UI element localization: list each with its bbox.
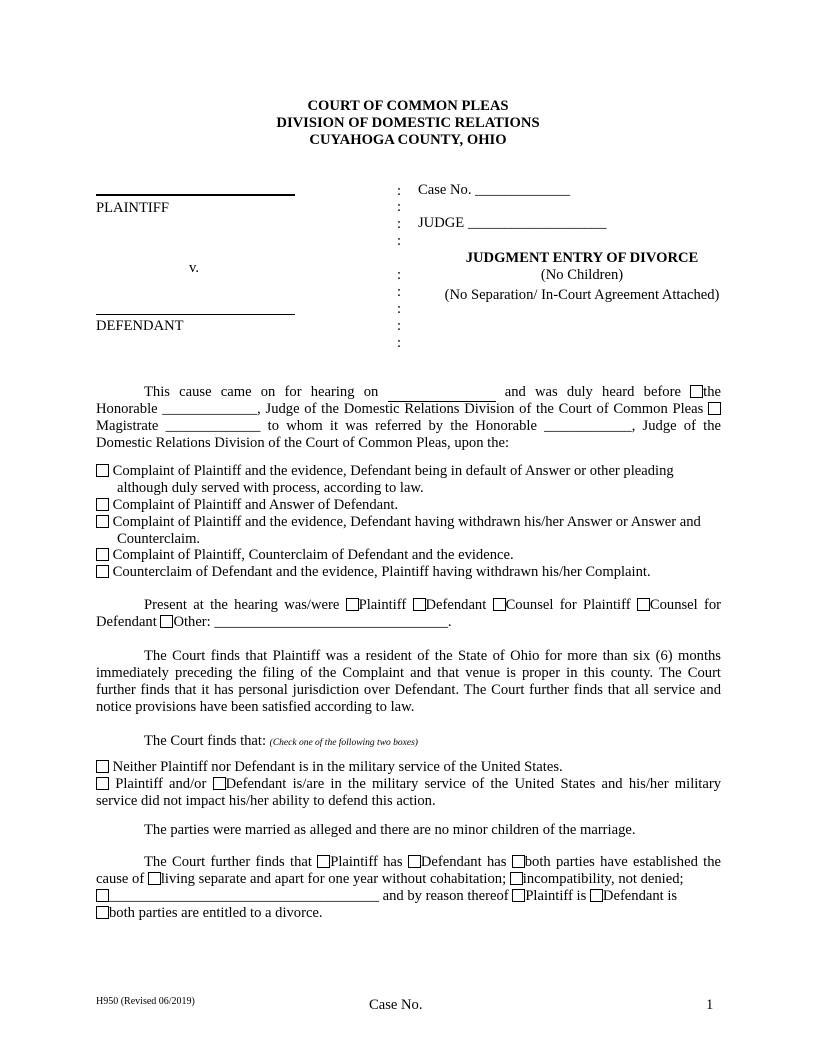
caption-colon: : [397,301,402,317]
document-subtitle-1: (No Children) [540,267,624,283]
document-subtitle-2: (No Separation/ In-Court Agreement Attached) [444,287,720,303]
checkbox-upon-counterclaim[interactable] [96,548,109,561]
checkbox-honorable[interactable] [690,385,703,398]
grounds-line-2: cause of living separate and apart for one year without cohabitation; incompatibility, not denied; [96,871,684,887]
hearing-date-blank[interactable] [388,384,496,402]
caption-colon: : [397,318,402,334]
hearing-line-1: This cause came on for hearing on and was duly heard before the [144,384,721,400]
checkbox-upon-answer[interactable] [96,498,109,511]
checkbox-military-none[interactable] [96,760,109,773]
upon-option-default-cont: although duly served with process, according to law. [117,480,424,496]
checkbox-military-defendant[interactable] [213,777,226,790]
residency-line-4: notice provisions have been satisfied according to law. [96,699,415,715]
versus-label: v. [189,260,199,276]
checkbox-incompatibility[interactable] [510,872,523,885]
court-name: COURT OF COMMON PLEAS [307,98,509,114]
residency-line-1: The Court finds that Plaintiff was a resident of the State of Ohio for more than six (6) months [144,648,721,664]
plaintiff-label: PLAINTIFF [96,200,169,216]
present-line-2: Defendant Other: ________________________________. [96,614,452,630]
caption-colon: : [397,216,402,232]
checkbox-other-ground[interactable] [96,889,109,902]
checkbox-plaintiff-entitled[interactable] [512,889,525,902]
judge-blank: ___________________ [467,215,607,231]
caption-colon: : [397,284,402,300]
marriage-finding: The parties were married as alleged and there are no minor children of the marriage. [144,822,636,838]
checkbox-present-counsel-plaintiff[interactable] [493,598,506,611]
present-line-1: Present at the hearing was/were Plaintiff Defendant Counsel for Plaintiff Counsel for [144,597,722,613]
caption-colon: : [397,233,402,249]
upon-option-default: Complaint of Plaintiff and the evidence, Defendant being in default of Answer or other pleading [96,463,721,480]
checkbox-both-entitled[interactable] [96,906,109,919]
checkbox-upon-withdrawn[interactable] [96,515,109,528]
checkbox-grounds-both[interactable] [512,855,525,868]
residency-line-3: further finds that it has personal jurisdiction over Defendant. The Court further finds that all service and [96,682,721,698]
military-none: Neither Plaintiff nor Defendant is in the military service of the United States. [96,759,721,776]
defendant-label: DEFENDANT [96,318,184,334]
plaintiff-name-line[interactable] [96,194,295,196]
checkbox-military-plaintiff[interactable] [96,777,109,790]
checkbox-present-plaintiff[interactable] [346,598,359,611]
judge-label: JUDGE [418,215,465,231]
upon-option-answer: Complaint of Plaintiff and Answer of Defendant. [96,497,721,514]
defendant-name-line[interactable] [96,314,295,315]
residency-line-2: immediately preceding the filing of the Complaint and that venue is proper in this county. The Court [96,665,721,681]
upon-option-withdrawn-cont: Counterclaim. [117,531,201,547]
court-finds-heading: The Court finds that: (Check one of the following two boxes) [144,733,418,749]
judge-field[interactable] [418,216,607,231]
case-number-field[interactable] [418,183,570,198]
court-finds-note: (Check one of the following two boxes) [269,738,418,748]
document-title: JUDGMENT ENTRY OF DIVORCE [465,250,699,266]
caption-colon: : [397,335,402,351]
grounds-line-1: The Court further finds that Plaintiff has Defendant has both parties have established the [144,854,721,870]
checkbox-grounds-plaintiff[interactable] [317,855,330,868]
footer-case-no: Case No. [369,997,423,1013]
hearing-line-4: Domestic Relations Division of the Court of Common Pleas, upon the: [96,435,510,451]
checkbox-present-counsel-defendant[interactable] [637,598,650,611]
form-id: H950 (Revised 06/2019) [96,996,195,1007]
case-no-label: Case No. [418,182,472,198]
division-name: DIVISION OF DOMESTIC RELATIONS [276,115,540,131]
hearing-line-2: Honorable _____________, Judge of the Domestic Relations Division of the Court of Common Pleas [96,401,721,418]
military-service-line-1: Plaintiff and/or Defendant is/are in the military service of the United States and his/her military [96,776,721,793]
military-service-line-2: service did not impact his/her ability to defend this action. [96,793,436,809]
caption-colon: : [397,183,402,199]
county-name: CUYAHOGA COUNTY, OHIO [309,132,507,148]
hearing-line-3: Magistrate _____________ to whom it was referred by the Honorable ____________, Judge of the [96,418,721,434]
checkbox-upon-complaint-withdrawn[interactable] [96,565,109,578]
grounds-line-3: _____________________________________ and by reason thereof Plaintiff is Defendant is [96,888,721,905]
upon-option-complaint-withdrawn: Counterclaim of Defendant and the evidence, Plaintiff having withdrawn his/her Complaint. [96,564,721,581]
caption-colon: : [397,267,402,283]
grounds-line-4: both parties are entitled to a divorce. [96,905,721,922]
checkbox-upon-default[interactable] [96,464,109,477]
checkbox-present-other[interactable] [160,615,173,628]
case-no-blank: _____________ [475,182,571,198]
upon-option-counterclaim: Complaint of Plaintiff, Counterclaim of Defendant and the evidence. [96,547,721,564]
checkbox-grounds-defendant[interactable] [408,855,421,868]
checkbox-defendant-entitled[interactable] [590,889,603,902]
checkbox-living-separate[interactable] [148,872,161,885]
caption-colon: : [397,199,402,215]
checkbox-magistrate[interactable] [708,402,721,415]
upon-option-withdrawn: Complaint of Plaintiff and the evidence, Defendant having withdrawn his/her Answer or Answer and [96,514,721,531]
checkbox-present-defendant[interactable] [413,598,426,611]
page-number: 1 [706,997,714,1013]
